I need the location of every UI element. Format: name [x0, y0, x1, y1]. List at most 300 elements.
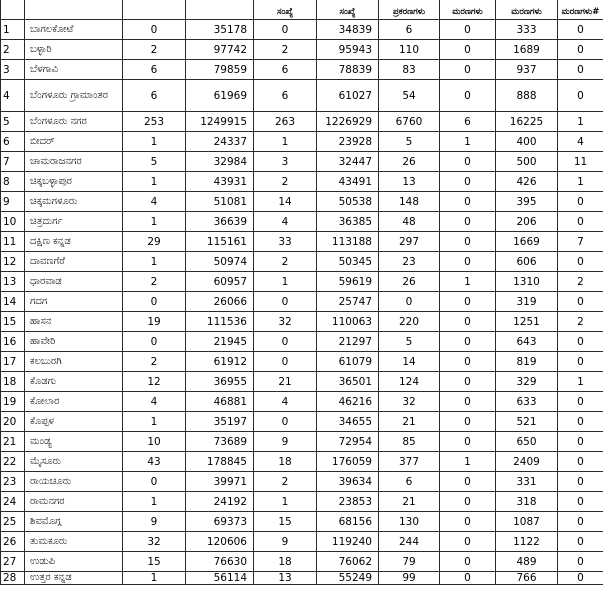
- district-name: ರಾಮನಗರ: [25, 492, 123, 512]
- cell-c5: 5: [379, 332, 440, 352]
- cell-c6: 6: [440, 112, 496, 132]
- cell-c8: 0: [558, 472, 603, 492]
- cell-c1: 253: [123, 112, 186, 132]
- cell-c2: 46881: [186, 392, 254, 412]
- district-name: ಕೋಲಾರ: [25, 392, 123, 412]
- cell-c1: 1: [123, 492, 186, 512]
- cell-c2: 35178: [186, 20, 254, 40]
- cell-c5: 377: [379, 452, 440, 472]
- cell-c5: 85: [379, 432, 440, 452]
- cell-c6: 0: [440, 172, 496, 192]
- table-row: [1, 552, 603, 572]
- row-sl: 4: [1, 80, 25, 112]
- table-row: [1, 252, 603, 272]
- district-name: ಹಾಸನ: [25, 312, 123, 332]
- cell-c3: 0: [254, 332, 317, 352]
- cell-c5: 297: [379, 232, 440, 252]
- cell-c3: 2: [254, 472, 317, 492]
- cell-c7: 766: [496, 572, 558, 585]
- cell-c7: 1310: [496, 272, 558, 292]
- cell-c8: 2: [558, 312, 603, 332]
- cell-c8: 0: [558, 352, 603, 372]
- cell-c8: 0: [558, 40, 603, 60]
- table-row: [1, 292, 603, 312]
- header-col10: ಮರಣಗಳು#: [558, 0, 603, 20]
- cell-c6: 0: [440, 60, 496, 80]
- cell-c2: 73689: [186, 432, 254, 452]
- cell-c2: 36955: [186, 372, 254, 392]
- cell-c5: 5: [379, 132, 440, 152]
- row-sl: 7: [1, 152, 25, 172]
- district-name: ಬೆಂಗಳೂರು ಗ್ರಾಮಾಂತರ: [25, 80, 123, 112]
- cell-c8: 4: [558, 132, 603, 152]
- table-row: [1, 232, 603, 252]
- cell-c7: 489: [496, 552, 558, 572]
- table-row: [1, 352, 603, 372]
- cell-c5: 54: [379, 80, 440, 112]
- district-name: ಗದಗ: [25, 292, 123, 312]
- cell-c4: 55249: [317, 572, 379, 585]
- cell-c1: 0: [123, 292, 186, 312]
- cell-c2: 50974: [186, 252, 254, 272]
- row-sl: 11: [1, 232, 25, 252]
- row-sl: 8: [1, 172, 25, 192]
- cell-c1: 1: [123, 572, 186, 585]
- cell-c8: 0: [558, 552, 603, 572]
- cell-c1: 9: [123, 512, 186, 532]
- cell-c7: 937: [496, 60, 558, 80]
- cell-c3: 263: [254, 112, 317, 132]
- cell-c1: 0: [123, 332, 186, 352]
- cell-c1: 15: [123, 552, 186, 572]
- district-name: ಚಾಮರಾಜನಗರ: [25, 152, 123, 172]
- cell-c4: 23928: [317, 132, 379, 152]
- cell-c1: 6: [123, 80, 186, 112]
- cell-c8: 0: [558, 512, 603, 532]
- row-sl: 12: [1, 252, 25, 272]
- cell-c7: 318: [496, 492, 558, 512]
- table-row: [1, 472, 603, 492]
- cell-c6: 0: [440, 432, 496, 452]
- cell-c2: 35197: [186, 412, 254, 432]
- cell-c4: 113188: [317, 232, 379, 252]
- cell-c8: 7: [558, 232, 603, 252]
- table-row: [1, 132, 603, 152]
- cell-c2: 56114: [186, 572, 254, 585]
- row-sl: 19: [1, 392, 25, 412]
- cell-c7: 331: [496, 472, 558, 492]
- district-name: ಚಿಕ್ಕಮಗಳೂರು: [25, 192, 123, 212]
- cell-c6: 0: [440, 352, 496, 372]
- cell-c6: 0: [440, 312, 496, 332]
- row-sl: 23: [1, 472, 25, 492]
- table-row: [1, 432, 603, 452]
- cell-c3: 18: [254, 552, 317, 572]
- cell-c2: 61912: [186, 352, 254, 372]
- cell-c7: 521: [496, 412, 558, 432]
- cell-c4: 34839: [317, 20, 379, 40]
- cell-c1: 4: [123, 192, 186, 212]
- cell-c8: 0: [558, 492, 603, 512]
- cell-c7: 1689: [496, 40, 558, 60]
- cell-c2: 24192: [186, 492, 254, 512]
- table-row: [1, 512, 603, 532]
- cell-c8: 0: [558, 532, 603, 552]
- cell-c6: 0: [440, 412, 496, 432]
- cell-c2: 32984: [186, 152, 254, 172]
- table-row: [1, 532, 603, 552]
- district-name: ಮಂಡ್ಯ: [25, 432, 123, 452]
- cell-c5: 6: [379, 20, 440, 40]
- district-name: ದಾವಣಗೆರೆ: [25, 252, 123, 272]
- cell-c1: 5: [123, 152, 186, 172]
- cell-c7: 206: [496, 212, 558, 232]
- cell-c8: 0: [558, 572, 603, 585]
- cell-c4: 110063: [317, 312, 379, 332]
- cell-c3: 9: [254, 532, 317, 552]
- cell-c4: 1226929: [317, 112, 379, 132]
- cell-c4: 176059: [317, 452, 379, 472]
- district-name: ಬಾಗಲಕೋಟೆ: [25, 20, 123, 40]
- cell-c3: 9: [254, 432, 317, 452]
- cell-c4: 68156: [317, 512, 379, 532]
- row-sl: 1: [1, 20, 25, 40]
- cell-c3: 18: [254, 452, 317, 472]
- district-name: ಬಳ್ಳಾರಿ: [25, 40, 123, 60]
- cell-c1: 2: [123, 40, 186, 60]
- row-sl: 21: [1, 432, 25, 452]
- cell-c1: 1: [123, 252, 186, 272]
- cell-c2: 39971: [186, 472, 254, 492]
- cell-c4: 39634: [317, 472, 379, 492]
- cell-c4: 119240: [317, 532, 379, 552]
- cell-c2: 178845: [186, 452, 254, 472]
- cell-c7: 1251: [496, 312, 558, 332]
- cell-c1: 1: [123, 212, 186, 232]
- row-sl: 16: [1, 332, 25, 352]
- cell-c4: 76062: [317, 552, 379, 572]
- cell-c5: 32: [379, 392, 440, 412]
- cell-c8: 0: [558, 212, 603, 232]
- cell-c8: 0: [558, 80, 603, 112]
- cell-c6: 0: [440, 252, 496, 272]
- row-sl: 28: [1, 572, 25, 585]
- cell-c7: 643: [496, 332, 558, 352]
- cell-c6: 0: [440, 212, 496, 232]
- cell-c4: 32447: [317, 152, 379, 172]
- district-name: ಕೊಡಗು: [25, 372, 123, 392]
- cell-c4: 36385: [317, 212, 379, 232]
- row-sl: 2: [1, 40, 25, 60]
- cell-c1: 2: [123, 352, 186, 372]
- row-sl: 14: [1, 292, 25, 312]
- cell-c7: 395: [496, 192, 558, 212]
- cell-c7: 16225: [496, 112, 558, 132]
- cell-c4: 43491: [317, 172, 379, 192]
- district-name: ಶಿವಮೊಗ್ಗ: [25, 512, 123, 532]
- cell-c3: 6: [254, 60, 317, 80]
- cell-c3: 13: [254, 572, 317, 585]
- cell-c2: 111536: [186, 312, 254, 332]
- cell-c1: 29: [123, 232, 186, 252]
- cell-c4: 59619: [317, 272, 379, 292]
- cell-c1: 4: [123, 392, 186, 412]
- cell-c3: 4: [254, 392, 317, 412]
- row-sl: 10: [1, 212, 25, 232]
- table-row: [1, 40, 603, 60]
- cell-c3: 15: [254, 512, 317, 532]
- cell-c6: 0: [440, 232, 496, 252]
- cell-c8: 0: [558, 412, 603, 432]
- row-sl: 27: [1, 552, 25, 572]
- cell-c5: 26: [379, 152, 440, 172]
- cell-c2: 76630: [186, 552, 254, 572]
- cell-c7: 633: [496, 392, 558, 412]
- cell-c3: 4: [254, 212, 317, 232]
- district-name: ಹಾವೇರಿ: [25, 332, 123, 352]
- cell-c5: 124: [379, 372, 440, 392]
- cell-c1: 2: [123, 272, 186, 292]
- cell-c7: 888: [496, 80, 558, 112]
- cell-c8: 0: [558, 452, 603, 472]
- cell-c5: 83: [379, 60, 440, 80]
- table-row: [1, 332, 603, 352]
- cell-c8: 0: [558, 392, 603, 412]
- header-row: [1, 0, 603, 20]
- district-name: ಬೀದರ್: [25, 132, 123, 152]
- cell-c5: 23: [379, 252, 440, 272]
- table-row: [1, 372, 603, 392]
- table-row: [1, 152, 603, 172]
- cell-c6: 0: [440, 152, 496, 172]
- cell-c6: 0: [440, 20, 496, 40]
- cell-c5: 48: [379, 212, 440, 232]
- cell-c7: 426: [496, 172, 558, 192]
- cell-c6: 0: [440, 192, 496, 212]
- cell-c5: 6760: [379, 112, 440, 132]
- district-name: ಧಾರವಾಡ: [25, 272, 123, 292]
- cell-c1: 0: [123, 472, 186, 492]
- cell-c6: 1: [440, 132, 496, 152]
- cell-c4: 34655: [317, 412, 379, 432]
- cell-c1: 1: [123, 172, 186, 192]
- table-row: [1, 412, 603, 432]
- cell-c1: 1: [123, 132, 186, 152]
- cell-c8: 0: [558, 60, 603, 80]
- cell-c1: 32: [123, 532, 186, 552]
- header-district: [25, 0, 123, 20]
- district-name: ದಕ್ಷಿಣ ಕನ್ನಡ: [25, 232, 123, 252]
- cell-c7: 1122: [496, 532, 558, 552]
- table-row: [1, 452, 603, 472]
- cell-c4: 21297: [317, 332, 379, 352]
- cell-c5: 99: [379, 572, 440, 585]
- cell-c3: 6: [254, 80, 317, 112]
- cell-c4: 46216: [317, 392, 379, 412]
- cell-c6: 1: [440, 272, 496, 292]
- cell-c7: 606: [496, 252, 558, 272]
- cell-c4: 72954: [317, 432, 379, 452]
- cell-c5: 21: [379, 492, 440, 512]
- cell-c2: 97742: [186, 40, 254, 60]
- row-sl: 3: [1, 60, 25, 80]
- cell-c5: 244: [379, 532, 440, 552]
- cell-c5: 6: [379, 472, 440, 492]
- cell-c5: 14: [379, 352, 440, 372]
- district-name: ಮೈಸೂರು: [25, 452, 123, 472]
- cell-c2: 1249915: [186, 112, 254, 132]
- cell-c7: 1669: [496, 232, 558, 252]
- cell-c7: 333: [496, 20, 558, 40]
- cell-c1: 43: [123, 452, 186, 472]
- district-name: ಕೊಪ್ಪಳ: [25, 412, 123, 432]
- cell-c2: 24337: [186, 132, 254, 152]
- cell-c3: 32: [254, 312, 317, 332]
- cell-c4: 95943: [317, 40, 379, 60]
- cell-c5: 26: [379, 272, 440, 292]
- cell-c2: 51081: [186, 192, 254, 212]
- cell-c7: 400: [496, 132, 558, 152]
- district-name: ತುಮಕೂರು: [25, 532, 123, 552]
- row-sl: 25: [1, 512, 25, 532]
- table-row: [1, 80, 603, 112]
- district-name: ಚಿತ್ರದುರ್ಗ: [25, 212, 123, 232]
- cell-c2: 36639: [186, 212, 254, 232]
- cell-c6: 0: [440, 572, 496, 585]
- cell-c2: 60957: [186, 272, 254, 292]
- table-row: [1, 212, 603, 232]
- row-sl: 9: [1, 192, 25, 212]
- cell-c2: 120606: [186, 532, 254, 552]
- cell-c8: 0: [558, 20, 603, 40]
- cell-c4: 50345: [317, 252, 379, 272]
- row-sl: 6: [1, 132, 25, 152]
- cell-c6: 0: [440, 472, 496, 492]
- cell-c6: 0: [440, 292, 496, 312]
- cell-c2: 21945: [186, 332, 254, 352]
- cell-c5: 13: [379, 172, 440, 192]
- cell-c3: 1: [254, 272, 317, 292]
- table-row: [1, 60, 603, 80]
- header-sl: [1, 0, 25, 20]
- cell-c7: 329: [496, 372, 558, 392]
- header-col9: ಮರಣಗಳು: [496, 0, 558, 20]
- cell-c3: 2: [254, 40, 317, 60]
- cell-c1: 1: [123, 412, 186, 432]
- district-name: ಕಲಬುರಗಿ: [25, 352, 123, 372]
- cell-c5: 130: [379, 512, 440, 532]
- header-col4: [186, 0, 254, 20]
- cell-c6: 1: [440, 452, 496, 472]
- table-row: [1, 20, 603, 40]
- table-row: [1, 272, 603, 292]
- cell-c2: 61969: [186, 80, 254, 112]
- cell-c6: 0: [440, 492, 496, 512]
- table-row: [1, 192, 603, 212]
- row-sl: 17: [1, 352, 25, 372]
- cell-c4: 61027: [317, 80, 379, 112]
- cell-c5: 0: [379, 292, 440, 312]
- cell-c7: 2409: [496, 452, 558, 472]
- header-col5: ಸಂಖ್ಯೆ: [254, 0, 317, 20]
- cell-c1: 6: [123, 60, 186, 80]
- table-row: [1, 492, 603, 512]
- cell-c2: 79859: [186, 60, 254, 80]
- table-row: [1, 572, 603, 585]
- table-body: [1, 20, 603, 585]
- cell-c7: 819: [496, 352, 558, 372]
- cell-c6: 0: [440, 332, 496, 352]
- cell-c8: 1: [558, 112, 603, 132]
- cell-c5: 148: [379, 192, 440, 212]
- cell-c4: 23853: [317, 492, 379, 512]
- cell-c4: 78839: [317, 60, 379, 80]
- cell-c8: 0: [558, 432, 603, 452]
- row-sl: 26: [1, 532, 25, 552]
- cell-c8: 1: [558, 372, 603, 392]
- cell-c5: 220: [379, 312, 440, 332]
- cell-c6: 0: [440, 372, 496, 392]
- district-name: ಬೆಳಗಾವಿ: [25, 60, 123, 80]
- table-row: [1, 312, 603, 332]
- header-col3: [123, 0, 186, 20]
- cell-c7: 650: [496, 432, 558, 452]
- cell-c3: 14: [254, 192, 317, 212]
- cell-c6: 0: [440, 392, 496, 412]
- cell-c4: 61079: [317, 352, 379, 372]
- cell-c6: 0: [440, 532, 496, 552]
- table-row: [1, 112, 603, 132]
- cell-c8: 11: [558, 152, 603, 172]
- cell-c7: 1087: [496, 512, 558, 532]
- cell-c3: 21: [254, 372, 317, 392]
- cell-c5: 79: [379, 552, 440, 572]
- cell-c8: 1: [558, 172, 603, 192]
- row-sl: 18: [1, 372, 25, 392]
- cell-c4: 25747: [317, 292, 379, 312]
- cell-c2: 43931: [186, 172, 254, 192]
- cell-c3: 1: [254, 492, 317, 512]
- row-sl: 15: [1, 312, 25, 332]
- cell-c6: 0: [440, 80, 496, 112]
- cell-c3: 2: [254, 172, 317, 192]
- cell-c7: 319: [496, 292, 558, 312]
- cell-c8: 2: [558, 272, 603, 292]
- cell-c4: 36501: [317, 372, 379, 392]
- district-name: ಚಿಕ್ಕಬಳ್ಳಾಪುರ: [25, 172, 123, 192]
- district-name: ಬೆಂಗಳೂರು ನಗರ: [25, 112, 123, 132]
- cell-c1: 0: [123, 20, 186, 40]
- cell-c3: 0: [254, 20, 317, 40]
- cell-c3: 3: [254, 152, 317, 172]
- header-col7: ಪ್ರಕರಣಗಳು: [379, 0, 440, 20]
- cell-c4: 50538: [317, 192, 379, 212]
- cell-c2: 115161: [186, 232, 254, 252]
- cell-c3: 33: [254, 232, 317, 252]
- header-col6: ಸಂಖ್ಯೆ: [317, 0, 379, 20]
- cell-c7: 500: [496, 152, 558, 172]
- district-name: ಉತ್ತರ ಕನ್ನಡ: [25, 572, 123, 585]
- cell-c6: 0: [440, 512, 496, 532]
- cell-c2: 69373: [186, 512, 254, 532]
- cell-c6: 0: [440, 40, 496, 60]
- cell-c3: 0: [254, 292, 317, 312]
- row-sl: 22: [1, 452, 25, 472]
- row-sl: 24: [1, 492, 25, 512]
- cell-c6: 0: [440, 552, 496, 572]
- cell-c8: 0: [558, 252, 603, 272]
- cell-c8: 0: [558, 332, 603, 352]
